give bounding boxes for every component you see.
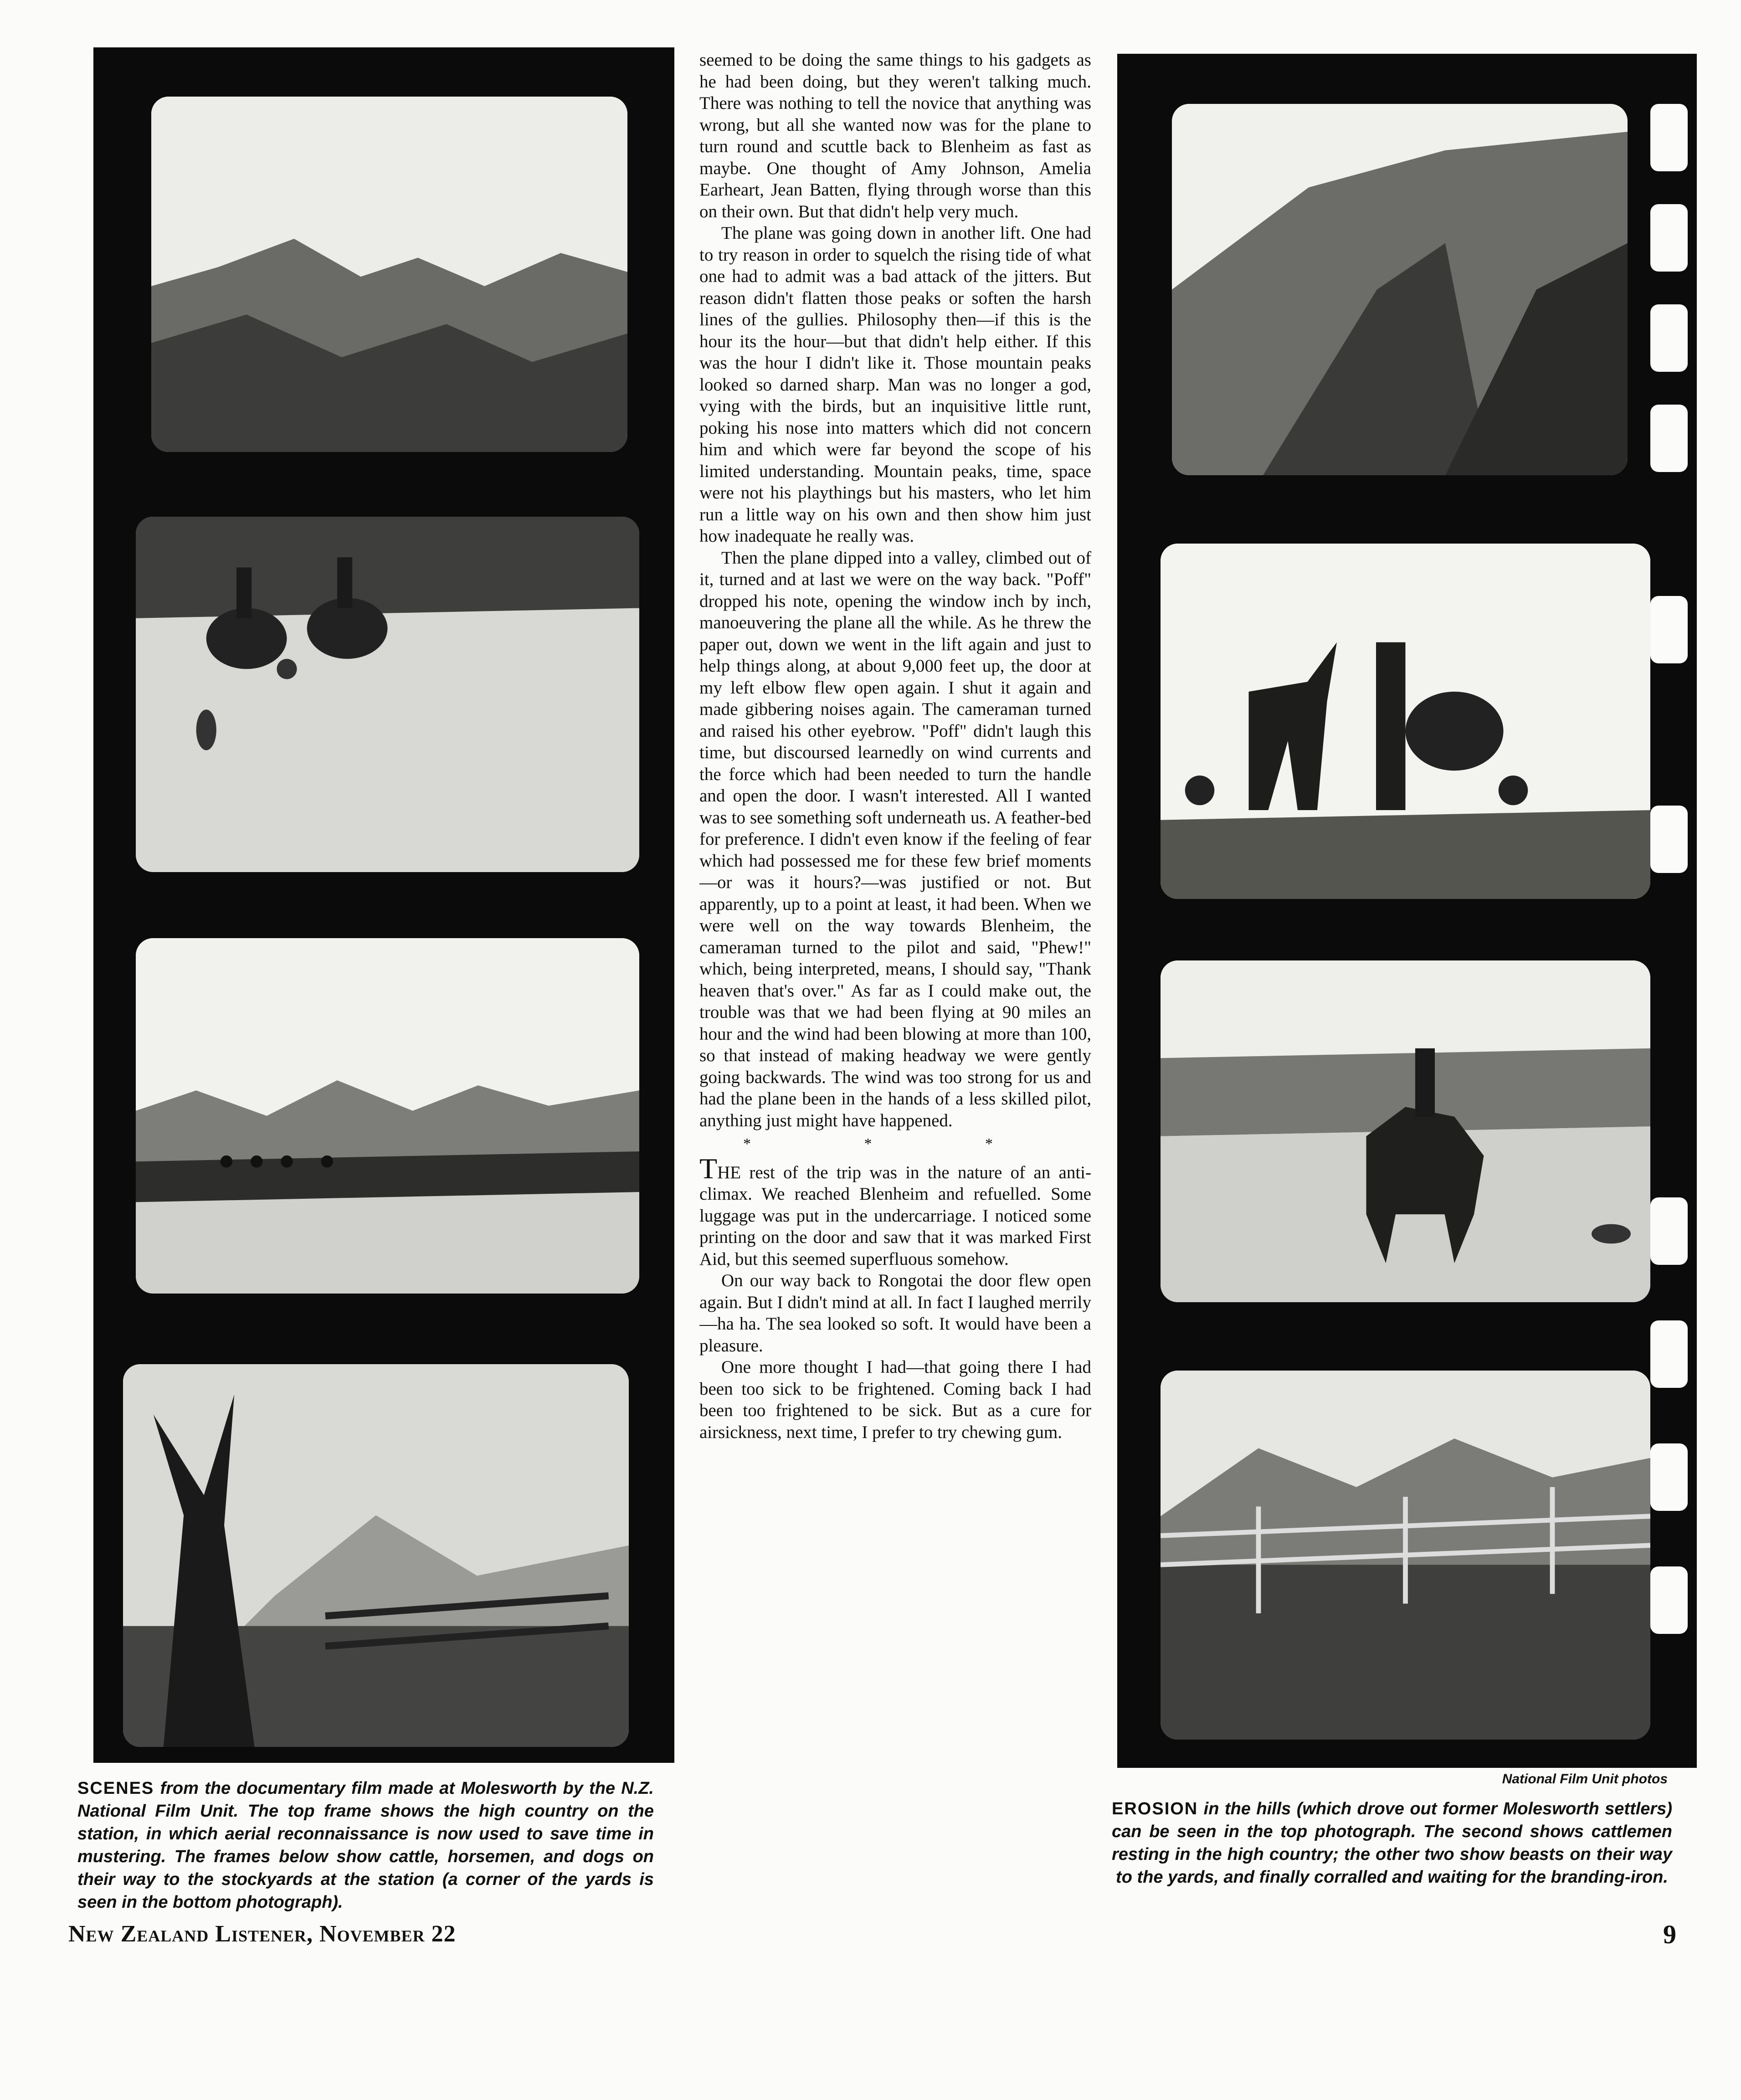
section2-first-text: HE rest of the trip was in the nature of an anti-climax. We reached Blenheim and refuelled. Some luggage was put in the undercarriage. I noticed some printing on the door and saw that it was marked First Aid, but this seemed superfluous somehow. xyxy=(699,1162,1091,1269)
section-separator: * * * xyxy=(743,1135,1048,1152)
photo-cattle-mountains xyxy=(136,938,639,1294)
photo-cattlemen-resting xyxy=(1161,544,1650,899)
article-paragraph: The plane was going down in another lift. One had to try reason in order to squelch the rising tide of what one had to admit was a bad attack of the jitters. But reason didn't flatten those peaks or soften the harsh lines of the gullies. Philosophy then—if this is the hour its the hour—but that didn't help either. If this was the hour I didn't like it. Those mountain peaks looked so darned sharp. Man was no longer a god, vying with the birds, but an inquisitive little runt, poking his nose into matters which did not concern him and which were far beyond the scope of his limited understanding. Mountain peaks, time, space were not his playthings but his masters, who let him run a little way on his own and then show him just how inadequate he really was. xyxy=(699,223,1091,546)
right-film-strip xyxy=(1117,54,1697,1768)
article-column xyxy=(699,49,1091,1999)
article-paragraph: Then the plane dipped into a valley, climbed out of it, turned and at last we were on the way back. "Poff" dropped his note, opening the window inch by inch, manoeuvering the plane all the while. As he threw the paper out, down we went in the lift again and just to help things along, at about 9,000 feet up, the door at my left elbow flew open again. I shut it again and made gibbering noises again. The cameraman turned and raised his other eyebrow. "Poff" didn't laugh this time, but discoursed learnedly on wind currents and the force which had been needed to turn the handle and open the door. I wasn't interested. All I wanted was to see something soft underneath us. A feather-bed for preference. I didn't even know if the feeling of fear which had possessed me for these few brief moments—or was it hours?—was justified or not. But apparently, up to a point at least, it had been. When we were well on the way towards Blenheim, the cameraman turned to the pilot and said, "Phew!" which, being interpreted, means, I should say, "Thank heaven that's over." As far as I could make out, the trouble was that we had been flying at 90 miles an hour and the wind had been blowing at more than 100, so that instead of making headway we were gently going backwards. The wind was too strong for us and had the plane been in the hands of a less skilled pilot, anything just might have happened. xyxy=(699,548,1091,1130)
sprocket-hole xyxy=(1650,1197,1688,1265)
article-paragraph: seemed to be doing the same things to his gadgets as he had been doing, but they weren't talking much. There was nothing to tell the novice that anything was wrong, but all she wanted now was for the plane to turn round and scuttle back to Blenheim as fast as maybe. One thought of Amy Johnson, Amelia Earheart, Jean Batten, flying through worse than this on their own. But that didn't help very much. xyxy=(699,50,1091,221)
photo-credit: National Film Unit photos xyxy=(1502,1771,1668,1787)
photo-horseman-herding xyxy=(1161,960,1650,1302)
caption-right-text: in the hills (which drove out former Molesworth settlers) can be seen in the top photograph. The second shows cattlemen resting in the high country; the other two show beasts on their way to the yards, and finally corralled and waiting for the branding-iron. xyxy=(1112,1799,1672,1887)
drop-cap: T xyxy=(699,1152,718,1185)
sprocket-hole xyxy=(1650,596,1688,663)
caption-right-lead: EROSION xyxy=(1112,1799,1198,1818)
photo-tree-stockyards xyxy=(123,1364,629,1747)
photo-high-country xyxy=(151,97,627,452)
sprocket-hole xyxy=(1650,204,1688,272)
publication-footer: New Zealand Listener, November 22 xyxy=(68,1921,456,1947)
sprocket-hole xyxy=(1650,1443,1688,1511)
caption-right xyxy=(1112,1797,1672,1889)
sprocket-hole xyxy=(1650,104,1688,171)
left-film-strip xyxy=(93,47,674,1763)
sprocket-hole xyxy=(1650,1320,1688,1388)
article-paragraph-section2 xyxy=(699,1152,1091,1270)
caption-left-lead: SCENES xyxy=(77,1779,154,1798)
article-paragraph: On our way back to Rongotai the door flew open again. But I didn't mind at all. In fact I laughed merrily—ha ha. The sea looked so soft. It would have been a pleasure. xyxy=(699,1271,1091,1356)
article-paragraph: One more thought I had—that going there I had been too sick to be frightened. Coming back I had been too frightened to be sick. But as a cure for airsickness, next time, I prefer to try chewing gum. xyxy=(699,1357,1091,1442)
caption-left-text: from the documentary film made at Molesworth by the N.Z. National Film Unit. The top frame shows the high country on the station, in which aerial reconnaissance is now used to save time in mustering. The frames below show cattle, horsemen, and dogs on their way to the stockyards at the station (a corner of the yards is seen in the bottom photograph). xyxy=(77,1779,654,1912)
sprocket-hole xyxy=(1650,806,1688,873)
sprocket-hole xyxy=(1650,1566,1688,1634)
photo-erosion-hills xyxy=(1172,104,1628,475)
sprocket-hole xyxy=(1650,304,1688,372)
sprocket-hole xyxy=(1650,405,1688,472)
photo-corralled-cattle xyxy=(1161,1371,1650,1740)
photo-horsemen-cattle xyxy=(136,517,639,872)
page-number: 9 xyxy=(1663,1920,1676,1949)
caption-left xyxy=(77,1777,654,1914)
